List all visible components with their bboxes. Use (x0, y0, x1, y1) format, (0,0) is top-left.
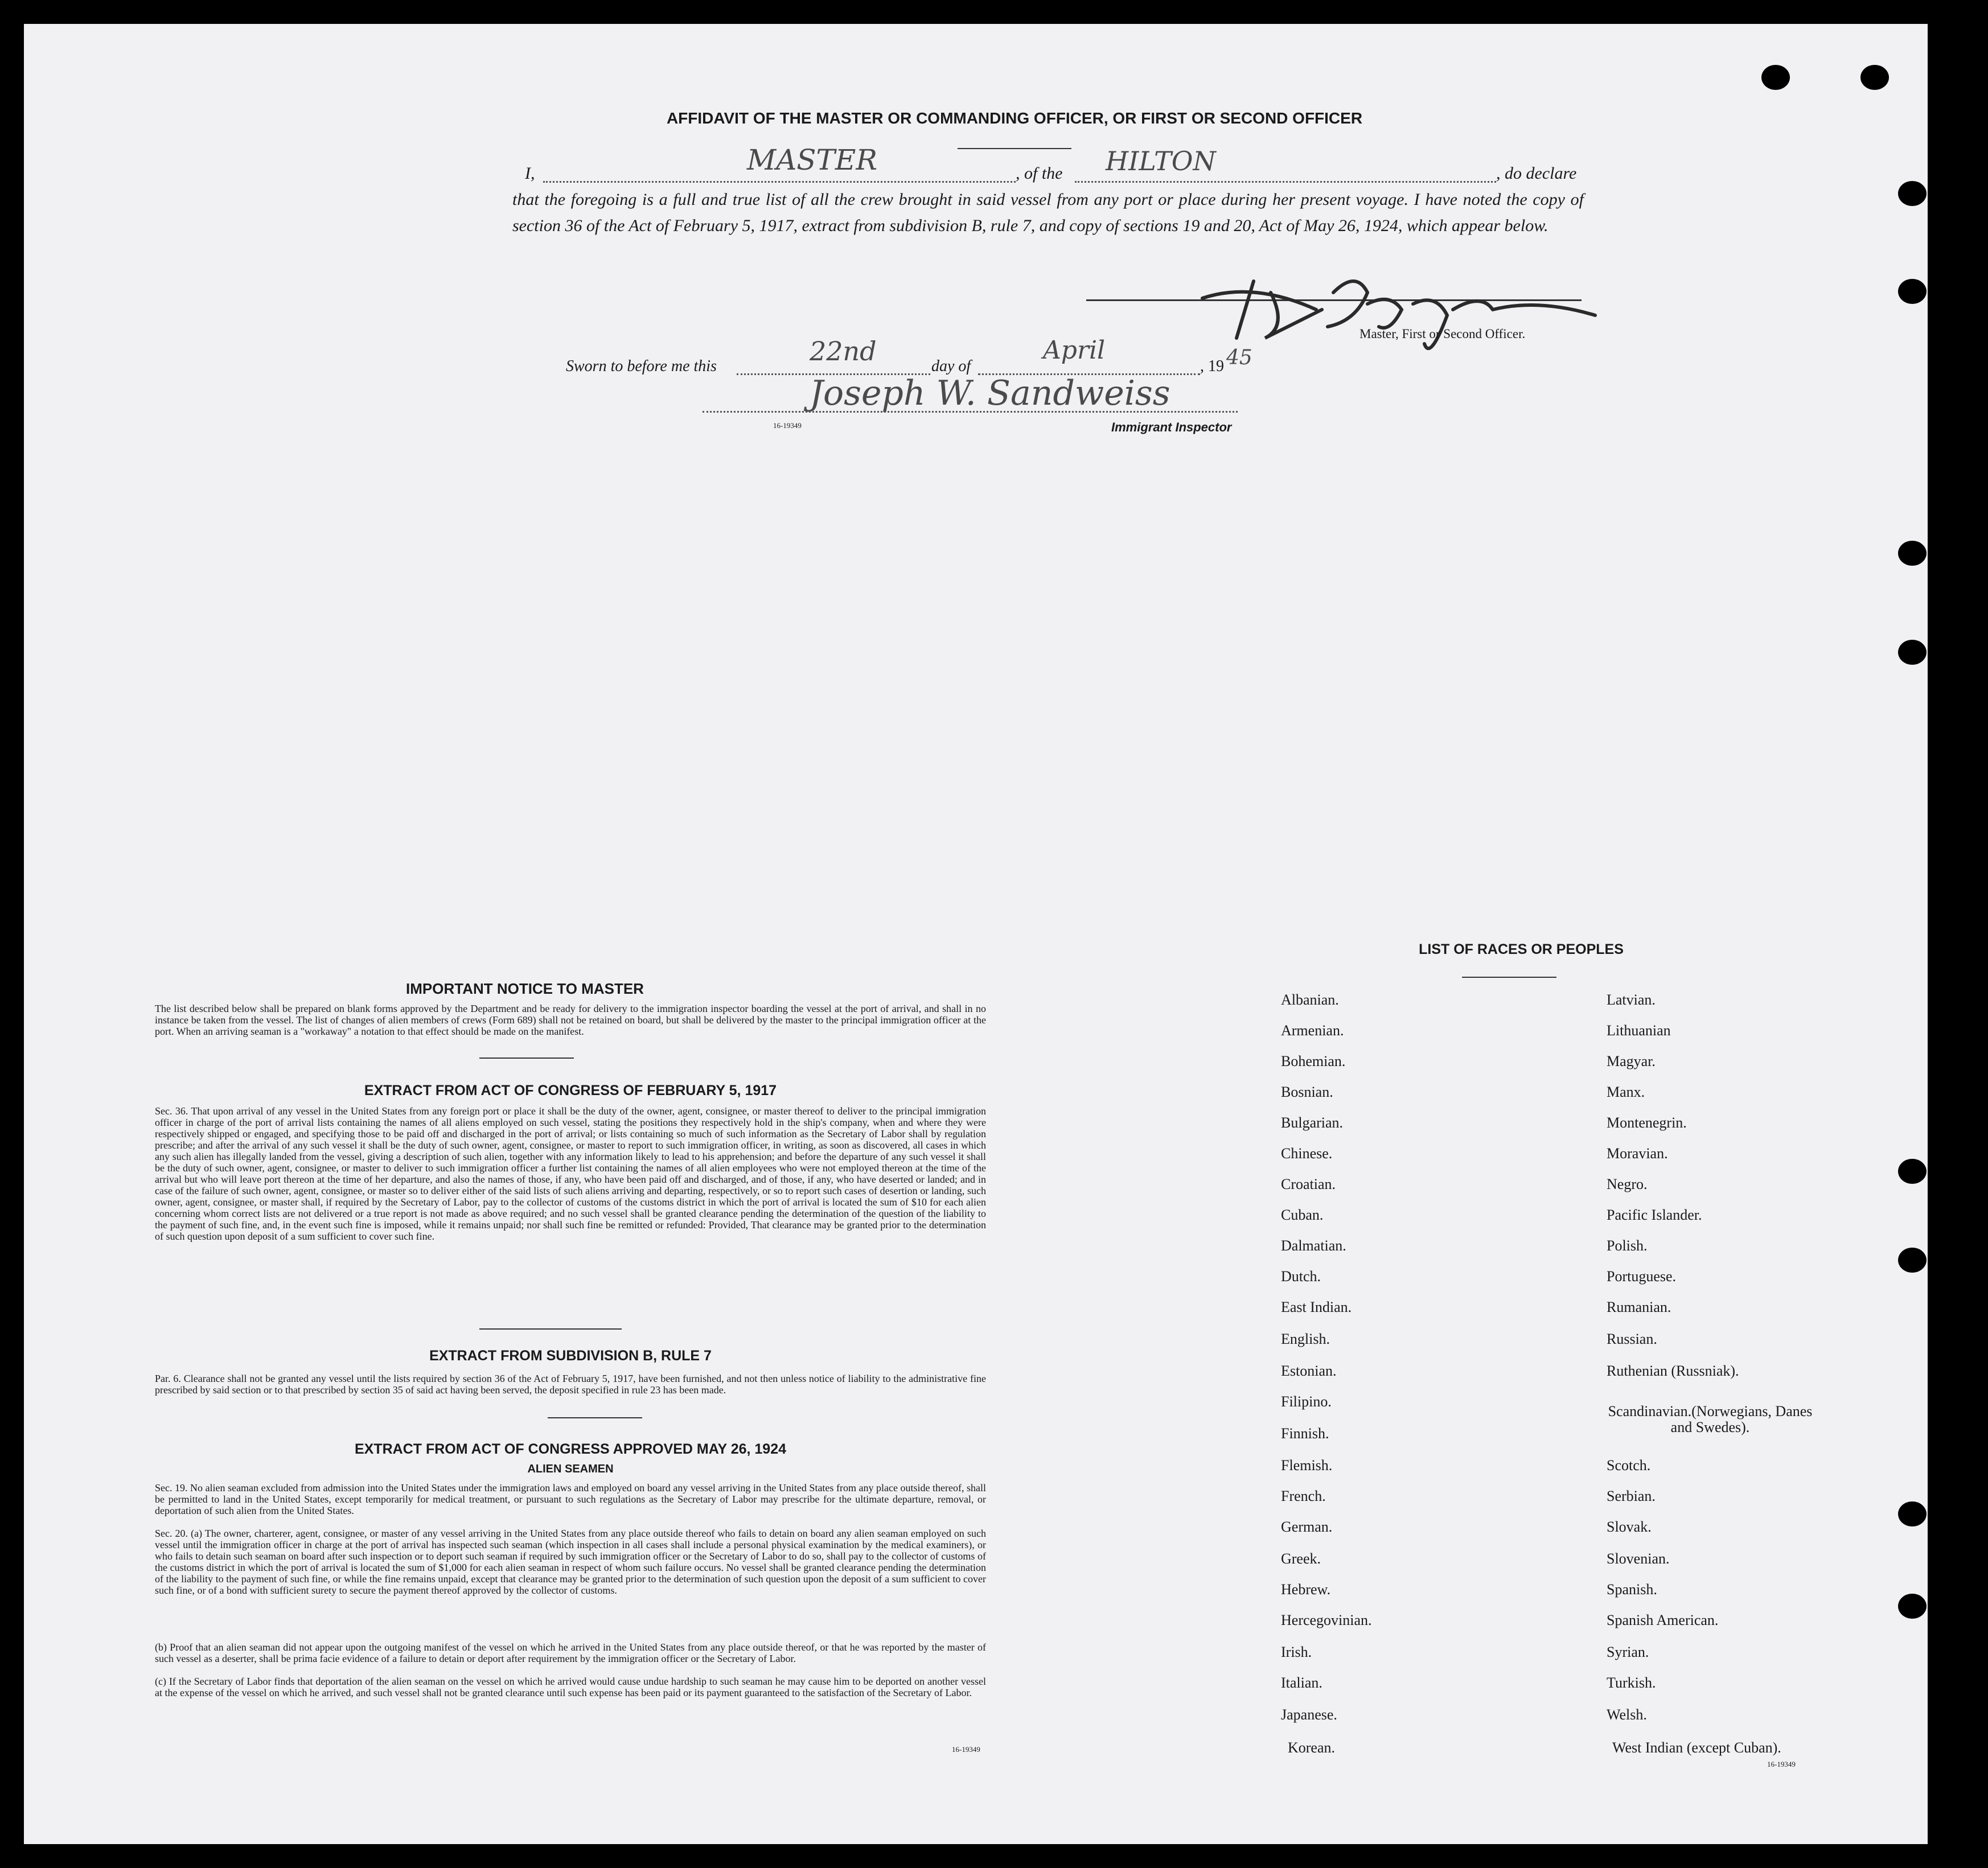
sworn-label: Sworn to before me this (566, 357, 717, 375)
race-item: Portuguese. (1607, 1268, 1677, 1285)
divider (958, 148, 1071, 149)
act1924-sec20b: (b) Proof that an alien seaman did not appear upon the outgoing manifest of the vessel on which he arrived in the United States from any place outside thereof, or that he was reported by the master of such vessel as a deserter, shall be prima facie evidence of a failure to detain or deport after requirement by the immigration officer or the Secretary of Labor. (155, 1641, 986, 1664)
race-item: Manx. (1607, 1084, 1645, 1100)
race-item: Japanese. (1281, 1706, 1337, 1723)
race-item: Hercegovinian. (1281, 1612, 1372, 1628)
race-item: Latvian. (1607, 991, 1656, 1008)
rule7-text: Par. 6. Clearance shall not be granted any vessel until the lists required by section 36 of the Act of February 5, 1917, have been furnished, and not then unless notice of liability to the administrative fine prescribed by said section or to that prescribed by section 35 of said act having been served, the deposit specified in rule 23 has been made. (155, 1373, 986, 1396)
act1924-title: EXTRACT FROM ACT OF CONGRESS APPROVED MAY 26, 1924 (354, 1441, 787, 1457)
races-form-number: 16-19349 (1767, 1760, 1796, 1768)
race-item: West Indian (except Cuban). (1612, 1739, 1781, 1756)
punch-hole (1860, 65, 1889, 90)
race-item: Dutch. (1281, 1268, 1321, 1285)
divider (479, 1058, 574, 1059)
race-item: Italian. (1281, 1674, 1322, 1691)
punch-hole (1898, 1594, 1927, 1619)
punch-hole (1898, 279, 1927, 304)
race-item: Montenegrin. (1607, 1114, 1687, 1131)
punch-hole (1898, 1248, 1927, 1273)
race-item: Chinese. (1281, 1145, 1333, 1162)
race-item: Bohemian. (1281, 1053, 1346, 1069)
race-item: Magyar. (1607, 1053, 1656, 1069)
race-item: Serbian. (1607, 1488, 1656, 1504)
vessel-line (1075, 181, 1496, 183)
races-title: LIST OF RACES OR PEOPLES (1419, 941, 1624, 957)
race-item: Filipino. (1281, 1393, 1332, 1410)
race-item: Spanish. (1607, 1581, 1657, 1598)
year-suffix: 45 (1226, 346, 1252, 369)
race-item: Greek. (1281, 1550, 1321, 1567)
divider (548, 1417, 642, 1418)
divider (479, 1328, 622, 1330)
act1917-text: Sec. 36. That upon arrival of any vessel in the United States from any foreign port or place it shall be the duty of the owner, agent, consignee, or master thereof to deliver to the principal immigration officer in charge of the port of arrival lists containing the names of all aliens employed on such vessel, stating the positions they respectively hold in the ship's company, when and where they were respectively shipped or engaged, and specifying those to be paid off and discharged in the port of arrival; or lists containing so much of such information as the Secretary of Labor shall by regulation prescribe; and after the arrival of any such vessel it shall be the duty of such owner, agent, consignee, or master to report to such immigration officer, in writing, as soon as discovered, all cases in which any such alien has illegally landed from the vessel, giving a description of such alien, together with any information likely to lead to his apprehension; and before the departure of any such vessel it shall be the duty of such owner, agent, consignee, or master to deliver to such immigration officer a further list containing the names of all alien employees who were not employed thereon at the time of the arrival but who will leave port thereon at the time of her departure, and also the names of those, if any, who have been paid off and discharged, and of those, if any, who have deserted or landed; and in case of the failure of such owner, agent, consignee, or master so to deliver either of the said lists of such aliens arriving and departing, respectively, or so to report such cases of desertion or landing, such owner, agent, consignee, or master shall, if required by the Secretary of Labor, pay to the collector of customs of the customs district in which the port of arrival is located the sum of $10 for each alien concerning whom correct lists are not delivered or a true report is not made as above required; and no such vessel shall be granted clearance pending the determination of the question of the liability to the payment of such fine, and, in the event such fine is imposed, while it remains unpaid; nor shall such fine be remitted or refunded: Provided, That clearance may be granted prior to the determination of such question upon deposit of a sum sufficient to cover such fine. (155, 1105, 986, 1242)
race-item: Slovenian. (1607, 1550, 1670, 1567)
punch-hole (1898, 541, 1927, 566)
year-prefix: , 19 (1200, 357, 1224, 375)
race-item: Flemish. (1281, 1457, 1333, 1474)
race-item: Spanish American. (1607, 1612, 1719, 1628)
act1924-form-number: 16-19349 (952, 1745, 980, 1754)
master-name: MASTER (747, 143, 878, 176)
race-item: Hebrew. (1281, 1581, 1331, 1598)
race-item: Bulgarian. (1281, 1114, 1344, 1131)
act1924-sec20a: Sec. 20. (a) The owner, charterer, agent, consignee, or master of any vessel arriving in the United States from any place outside thereof who fails to detain on board any alien seaman employed on such vessel until the immigration officer in charge at the port of arrival has inspected such seaman (which inspection in all cases shall include a personal physical examination by the medical examiners), or who fails to detain such seaman on board after such inspection or to deport such seaman if required by such immigration officer or the Secretary of Labor to do so, shall pay to the collector of customs of the customs district in which the port of arrival is located the sum of $1,000 for each alien seaman in respect of whom such failure occurs. No vessel shall be granted clearance pending the determination of the liability to the payment of such fine, or while the fine remains unpaid, except that clearance may be granted prior to the determination of such question upon the deposit of a sum sufficient to cover such fine, or of a bond with sufficient surety to secure the payment thereof approved by the collector of customs. (155, 1528, 986, 1596)
act1924-sec20c: (c) If the Secretary of Labor finds that deportation of the alien seaman on the vessel on which he arrived would cause undue hardship to such seaman he may cause him to be deported on another vessel at the expense of the vessel on which he arrived, and such vessel shall not be granted clearance until such expense has been paid or its payment guaranteed to the satisfaction of the Secretary of Labor. (155, 1676, 986, 1698)
race-item: Welsh. (1607, 1706, 1647, 1723)
document-page (24, 24, 1928, 1844)
race-item: Slovak. (1607, 1519, 1652, 1535)
affidavit-body: that the foregoing is a full and true list of all the crew brought in said vessel from any port or place during her present voyage. I have noted the copy of section 36 of the Act of February 5, 1917, extract from subdivision B, rule 7, and copy of sections 19 and 20, Act of May 26, 1924, which appear below. (512, 190, 1584, 235)
sworn-month: April (1043, 336, 1106, 365)
inspector-signature: Joseph W. Sandweiss (810, 373, 1170, 413)
inspector-label: Immigrant Inspector (1111, 420, 1232, 434)
of-the-label: , of the (1016, 164, 1063, 183)
race-item: Russian. (1607, 1331, 1657, 1347)
race-item: Rumanian. (1607, 1299, 1671, 1315)
affidavit-form-number: 16-19349 (773, 421, 802, 430)
race-item: Syrian. (1607, 1644, 1649, 1660)
race-item: Pacific Islander. (1607, 1207, 1702, 1223)
punch-hole (1898, 1501, 1927, 1527)
punch-hole (1761, 65, 1790, 90)
race-item: Scandinavian.(Norwegians, Danes and Swedes). (1608, 1403, 1813, 1435)
race-item: Armenian. (1281, 1022, 1344, 1039)
act1917-title: EXTRACT FROM ACT OF CONGRESS OF FEBRUARY 5, 1917 (364, 1083, 777, 1098)
race-item: Bosnian. (1281, 1084, 1333, 1100)
race-item: Polish. (1607, 1237, 1648, 1254)
sworn-day: 22nd (810, 336, 877, 367)
race-item: Lithuanian (1607, 1022, 1671, 1039)
punch-hole (1898, 181, 1927, 206)
race-item: Finnish. (1281, 1425, 1329, 1442)
race-item: East Indian. (1281, 1299, 1352, 1315)
race-item: Korean. (1288, 1739, 1336, 1756)
race-item: Croatian. (1281, 1176, 1336, 1192)
punch-hole (1898, 1159, 1927, 1184)
race-item: Ruthenian (Russniak). (1607, 1363, 1739, 1379)
act1924-subtitle: ALIEN SEAMEN (527, 1463, 614, 1475)
race-item: Dalmatian. (1281, 1237, 1346, 1254)
race-item: Moravian. (1607, 1145, 1668, 1162)
i-label: I, (525, 164, 535, 183)
notice-title: IMPORTANT NOTICE TO MASTER (406, 980, 644, 997)
race-item: Estonian. (1281, 1363, 1337, 1379)
punch-hole (1898, 640, 1927, 665)
vessel-name: HILTON (1106, 146, 1216, 176)
race-item: Albanian. (1281, 991, 1339, 1008)
race-item: English. (1281, 1331, 1330, 1347)
race-item: Cuban. (1281, 1207, 1324, 1223)
race-item: Negro. (1607, 1176, 1648, 1192)
race-item: Scotch. (1607, 1457, 1651, 1474)
act1924-sec19: Sec. 19. No alien seaman excluded from admission into the United States under the immigration laws and employed on board any vessel arriving in the United States from any place outside thereof, shall be permitted to land in the United States, except temporarily for medical treatment, or pursuant to such regulations as the Secretary of Labor may prescribe for the ultimate departure, removal, or deportation of such alien from the United States. (155, 1482, 986, 1516)
divider (1462, 977, 1556, 978)
rule7-title: EXTRACT FROM SUBDIVISION B, RULE 7 (429, 1348, 712, 1364)
race-item: Turkish. (1607, 1674, 1656, 1691)
race-item: German. (1281, 1519, 1333, 1535)
name-line (543, 181, 1016, 183)
race-item: Irish. (1281, 1644, 1312, 1660)
notice-text: The list described below shall be prepared on blank forms approved by the Department and be ready for delivery to the immigration inspector boarding the vessel at the port of arrival, and shall in no instance be taken from the vessel. The list of changes of alien members of crews (Form 689) shall not be retained on board, but shall be delivered by the master to the principal immigration officer at the port. When an arriving seaman is a "workaway" a notation to that effect should be made on the manifest. (155, 1003, 986, 1037)
day-of-label: day of (931, 357, 971, 375)
affidavit-title: AFFIDAVIT OF THE MASTER OR COMMANDING OFFICER, OR FIRST OR SECOND OFFICER (666, 109, 1363, 127)
officer-label: Master, First or Second Officer. (1359, 327, 1526, 341)
race-item: French. (1281, 1488, 1326, 1504)
declare-label: , do declare (1496, 164, 1577, 183)
